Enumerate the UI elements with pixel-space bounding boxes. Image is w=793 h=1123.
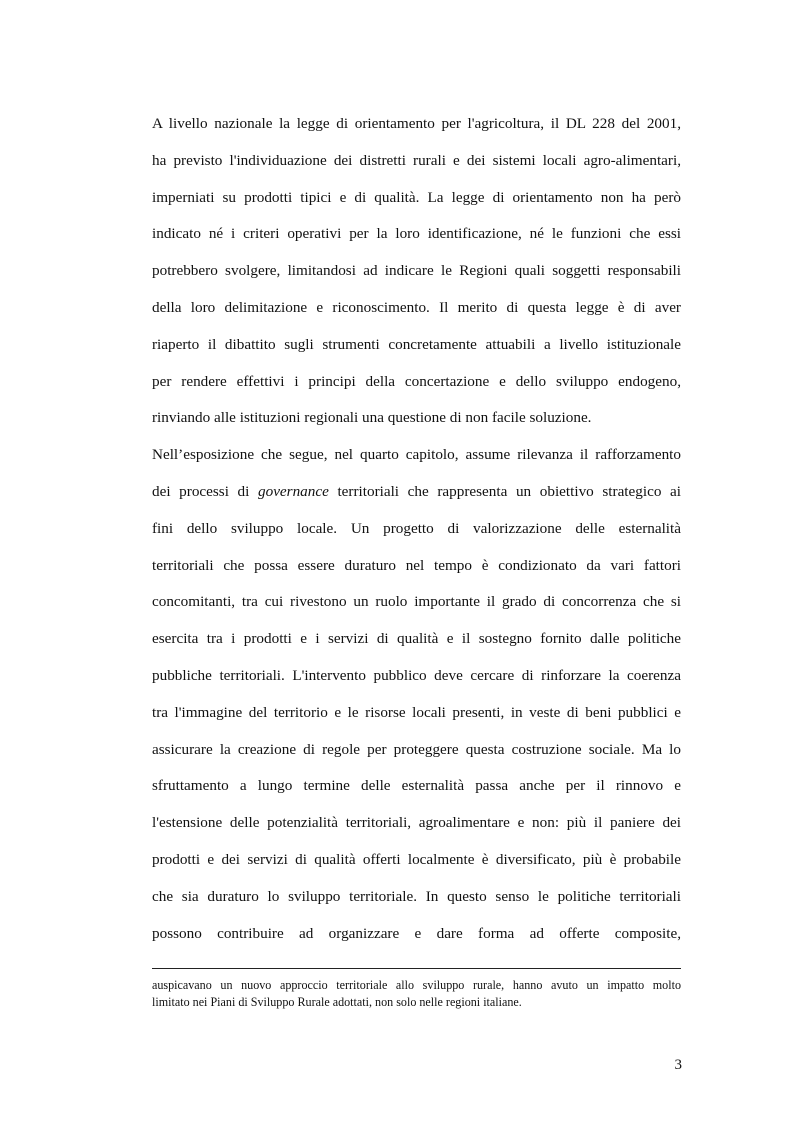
text-line: della loro delimitazione e riconoscimento. Il merito di questa legge è di aver bbox=[152, 298, 681, 316]
text-line-with-italic bbox=[152, 474, 681, 511]
footnote-line: limitato nei Piani di Sviluppo Rurale adottati, non solo nelle regioni italiane. bbox=[152, 995, 522, 1009]
text-line: territoriali che possa essere duraturo nel tempo è condizionato da vari fattori bbox=[152, 556, 681, 574]
footnote-line: auspicavano un nuovo approccio territoriale allo sviluppo rurale, hanno avuto un impatto molto bbox=[152, 978, 681, 992]
text-line: assicurare la creazione di regole per proteggere questa costruzione sociale. Ma lo bbox=[152, 740, 681, 758]
text-line: ha previsto l'individuazione dei distretti rurali e dei sistemi locali agro-alimentari, bbox=[152, 151, 681, 169]
text-segment: territoriali che rappresenta un obiettivo strategico ai bbox=[328, 482, 681, 500]
text-line: imperniati su prodotti tipici e di qualità. La legge di orientamento non ha però bbox=[152, 188, 681, 206]
text-line: A livello nazionale la legge di orientamento per l'agricoltura, il DL 228 del 2001, bbox=[152, 115, 681, 132]
text-line: l'estensione delle potenzialità territoriali, agroalimentare e non: più il paniere dei bbox=[152, 814, 681, 832]
text-line: esercita tra i prodotti e i servizi di qualità e il sostegno fornito dalle politiche bbox=[152, 630, 681, 648]
text-line: concomitanti, tra cui rivestono un ruolo importante il grado di concorrenza che si bbox=[152, 593, 681, 611]
page-number: 3 bbox=[674, 1057, 682, 1073]
text-line: prodotti e dei servizi di qualità offerti localmente è diversificato, più è probabile bbox=[152, 850, 681, 868]
footnote-separator bbox=[152, 968, 681, 969]
body-text bbox=[152, 106, 681, 952]
text-line: riaperto il dibattito sugli strumenti concretamente attuabili a livello istituzionale bbox=[152, 335, 681, 353]
italic-term-governance: governance bbox=[258, 482, 329, 500]
text-line: tra l'immagine del territorio e le risorse locali presenti, in veste di beni pubblici e bbox=[152, 703, 681, 721]
text-segment: dei processi di bbox=[152, 482, 258, 500]
text-line: per rendere effettivi i principi della concertazione e dello sviluppo endogeno, bbox=[152, 372, 681, 390]
text-line: pubbliche territoriali. L'intervento pubblico deve cercare di rinforzare la coerenza bbox=[152, 666, 681, 684]
footnote bbox=[152, 977, 681, 1011]
text-line: potrebbero svolgere, limitandosi ad indicare le Regioni quali soggetti responsabili bbox=[152, 262, 681, 280]
text-line: fini dello sviluppo locale. Un progetto di valorizzazione delle esternalità bbox=[152, 519, 681, 537]
text-line: indicato né i criteri operativi per la loro identificazione, né le funzioni che essi bbox=[152, 225, 681, 243]
text-line: Nell’esposizione che segue, nel quarto capitolo, assume rilevanza il rafforzamento bbox=[152, 446, 681, 464]
text-line: sfruttamento a lungo termine delle esternalità passa anche per il rinnovo e bbox=[152, 777, 681, 795]
text-line: che sia duraturo lo sviluppo territoriale. In questo senso le politiche territoriali bbox=[152, 887, 681, 905]
text-line: rinviando alle istituzioni regionali una questione di non facile soluzione. bbox=[152, 409, 592, 427]
text-line: possono contribuire ad organizzare e dare forma ad offerte composite, bbox=[152, 924, 681, 942]
